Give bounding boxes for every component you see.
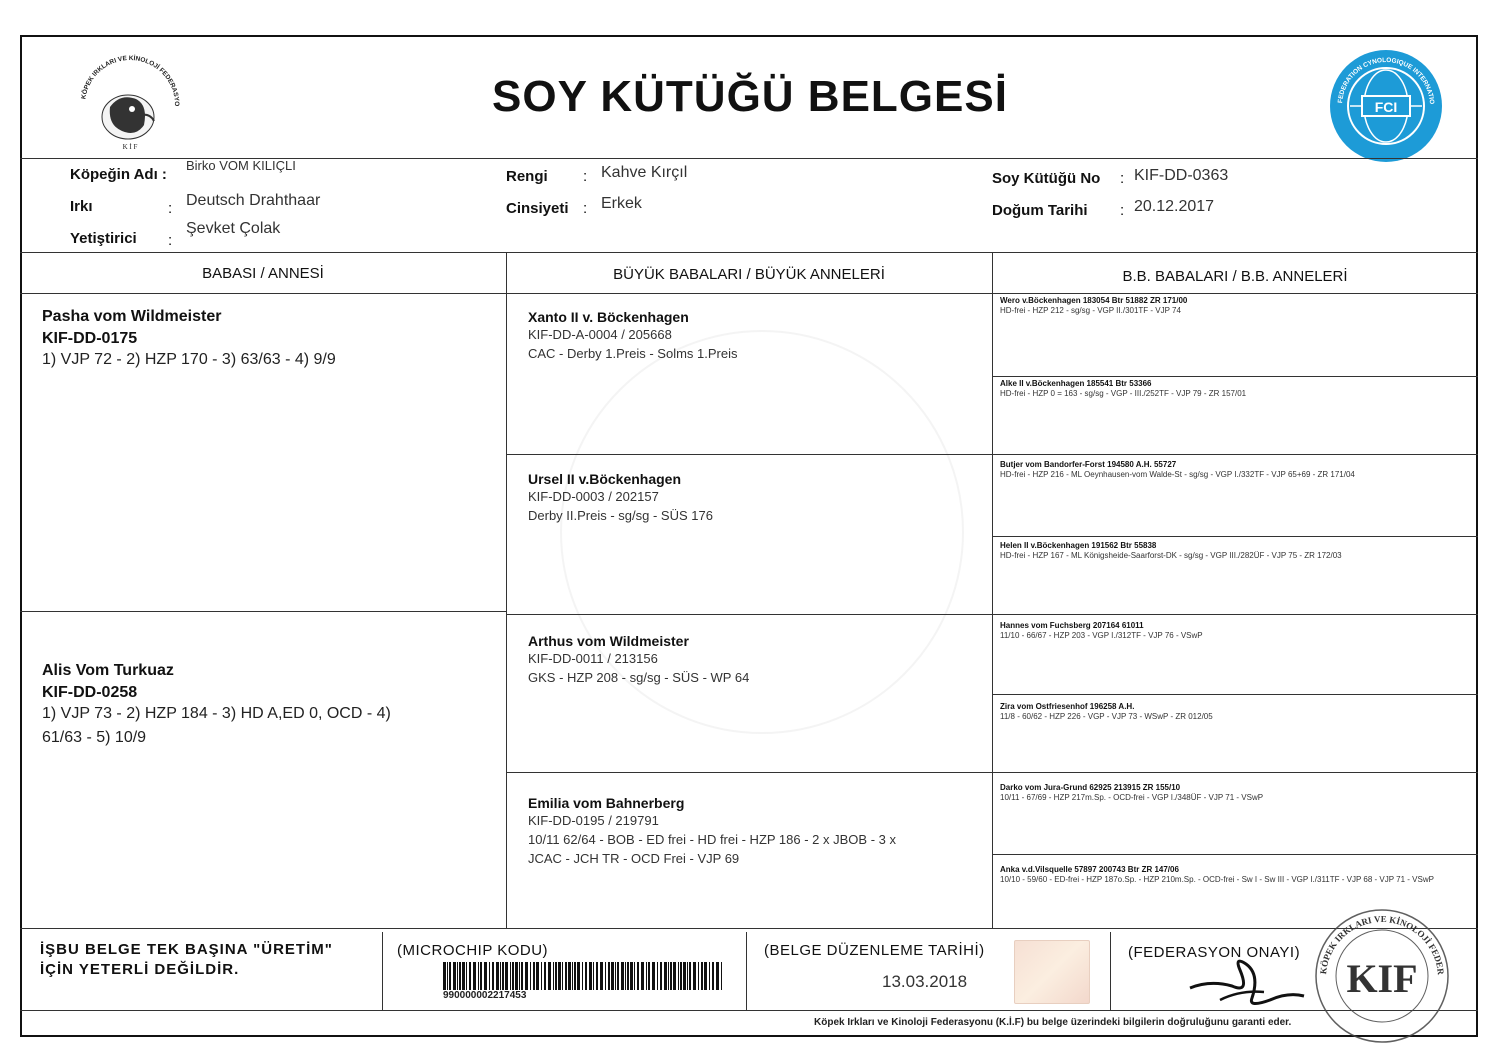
grandparent-details: Derby II.Preis - sg/sg - SÜS 176: [528, 508, 713, 523]
barcode-bar: [577, 962, 580, 990]
kif-logo: [70, 45, 190, 155]
barcode-bar: [466, 962, 467, 990]
birth-label: Doğum Tarihi: [992, 202, 1088, 219]
breed-label: Irkı: [70, 198, 93, 215]
barcode-bar: [660, 962, 662, 990]
grandparent-name: Emilia vom Bahnerberg: [528, 795, 685, 811]
barcode-bar: [457, 962, 458, 990]
parent-details: 1) VJP 72 - 2) HZP 170 - 3) 63/63 - 4) 9/9: [42, 351, 336, 368]
barcode-bar: [596, 962, 598, 990]
production-warning: İŞBU BELGE TEK BAŞINA "ÜRETİM" İÇİN YETERLİ DEĞİLDİR.: [40, 941, 333, 978]
barcode-bar: [473, 962, 476, 990]
barcode-bar: [621, 962, 624, 990]
barcode-bar: [462, 962, 465, 990]
hologram-sticker: [1014, 940, 1090, 1004]
row-divider: [506, 454, 1478, 455]
great-grandparent-details: HD-frei - HZP 167 - ML Königsheide-Saarforst-DK - sg/sg - VGP III./282ÜF - VJP 75 - ZR 172/03: [1000, 551, 1342, 560]
barcode-bar: [704, 962, 707, 990]
footer-divider: [20, 1010, 1478, 1011]
table-bottom: [20, 928, 1478, 929]
column-divider: [506, 252, 507, 928]
barcode-bar: [510, 962, 511, 990]
fci-logo: [1328, 48, 1444, 164]
barcode-bar: [449, 962, 451, 990]
great-grandparent-details: 10/11 - 67/69 - HZP 217m.Sp. - OCD-frei - VGP I./348ÜF - VJP 71 - VSwP: [1000, 793, 1264, 802]
barcode-bar: [582, 962, 583, 990]
great-grandparent-name: Anka v.d.Vilsquelle 57897 200743 Btr ZR 147/06: [1000, 865, 1179, 874]
grandparent-details: JCAC - JCH TR - OCD Frei - VJP 69: [528, 851, 740, 866]
barcode-bar: [453, 962, 456, 990]
barcode-bar: [519, 962, 520, 990]
footer-divider: [746, 932, 747, 1010]
header-grandparents: BÜYÜK BABALARI / BÜYÜK ANNELERİ: [613, 266, 885, 283]
barcode-bar: [558, 962, 561, 990]
barcode-bar: [500, 962, 501, 990]
barcode-bar: [600, 962, 603, 990]
barcode-bar: [678, 962, 679, 990]
great-grandparent: [1000, 541, 1470, 561]
grandparent-name: Ursel II v.Böckenhagen: [528, 471, 682, 487]
barcode-bar: [469, 962, 471, 990]
barcode-bar: [593, 962, 594, 990]
color-value: Kahve Kırçıl: [601, 164, 688, 181]
page-title: SOY KÜTÜĞÜ BELGESİ: [492, 72, 1008, 121]
row-divider: [506, 772, 1478, 773]
barcode-bar: [664, 962, 667, 990]
great-grandparent: [1000, 621, 1470, 641]
grandparent-reg: KIF-DD-A-0004 / 205668: [528, 327, 672, 342]
barcode-bar: [652, 962, 655, 990]
barcode-bar: [625, 962, 626, 990]
header-great-grandparents: B.B. BABALARI / B.B. ANNELERİ: [1122, 268, 1348, 285]
great-grandparent-details: HD-frei - HZP 212 - sg/sg - VGP II./301TF - VJP 74: [1000, 306, 1181, 315]
barcode-bar: [505, 962, 508, 990]
grandparent-details: 10/11 62/64 - BOB - ED frei - HD frei - HZP 186 - 2 x JBOB - 3 x: [528, 832, 896, 847]
grandparent: [528, 309, 978, 363]
row-divider: [992, 694, 1478, 695]
barcode-bar: [553, 962, 554, 990]
federation-approval-label: (FEDERASYON ONAYI): [1128, 944, 1301, 961]
parent-name: Pasha vom Wildmeister: [42, 308, 222, 325]
colon: :: [168, 232, 173, 249]
great-grandparent-details: HD-frei - HZP 216 - ML Oeynhausen-vom Walde-St - sg/sg - VGP I./332TF - VJP 65+69 - ZR 171/04: [1000, 470, 1355, 479]
barcode-bar: [617, 962, 619, 990]
barcode-bar: [589, 962, 592, 990]
colon: :: [1120, 202, 1125, 219]
barcode-bar: [634, 962, 635, 990]
great-grandparent: [1000, 460, 1470, 480]
parent-details: 1) VJP 73 - 2) HZP 184 - 3) HD A,ED 0, OCD - 4): [42, 705, 391, 722]
sex-label: Cinsiyeti: [506, 200, 569, 217]
barcode-bar: [698, 962, 699, 990]
reg-no-value: KIF-DD-0363: [1134, 167, 1229, 184]
issue-date-value: 13.03.2018: [882, 972, 968, 991]
great-grandparent-details: 10/10 - 59/60 - ED-frei - HZP 187o.Sp. - HZP 210m.Sp. - OCD-frei - Sw I - Sw III - VGP I./311TF - VJP 68 - VJP 71 - VSwP: [1000, 875, 1434, 884]
barcode-bar: [521, 962, 523, 990]
barcode-bar: [716, 962, 719, 990]
great-grandparent-name: Butjer vom Bandorfer-Forst 194580 A.H. 55727: [1000, 460, 1177, 469]
dog-name-label: Köpeğin Adı :: [70, 166, 167, 183]
barcode-bar: [585, 962, 587, 990]
parent-details: 61/63 - 5) 10/9: [42, 729, 147, 746]
great-grandparent: [1000, 865, 1470, 885]
colon: :: [583, 168, 588, 185]
barcode-bar: [701, 962, 703, 990]
footer-divider: [1110, 932, 1111, 1010]
barcode-bar: [544, 962, 546, 990]
birth-value: 20.12.2017: [1134, 198, 1215, 215]
great-grandparent-details: HD-frei - HZP 0 = 163 - sg/sg - VGP - III./252TF - VJP 79 - ZR 157/01: [1000, 389, 1247, 398]
row-divider: [992, 854, 1478, 855]
breeder-value: Şevket Çolak: [186, 220, 281, 237]
grandparent-details: CAC - Derby 1.Preis - Solms 1.Preis: [528, 346, 738, 361]
barcode-bar: [648, 962, 650, 990]
colon: :: [583, 200, 588, 217]
signature: [1180, 950, 1310, 1010]
barcode-bar: [496, 962, 499, 990]
divider: [20, 293, 1478, 294]
barcode-bar: [673, 962, 676, 990]
header-parents: BABASI / ANNESİ: [202, 265, 324, 282]
barcode-bar: [646, 962, 647, 990]
barcode-bar: [641, 962, 644, 990]
barcode-bar: [657, 962, 658, 990]
barcode-bar: [443, 962, 446, 990]
great-grandparent-name: Hannes vom Fuchsberg 207164 61011: [1000, 621, 1144, 630]
barcode-bar: [548, 962, 551, 990]
barcode-bar: [447, 962, 448, 990]
svg-text:K İ F: K İ F: [122, 143, 138, 151]
barcode-bar: [627, 962, 629, 990]
microchip-label: (MICROCHIP KODU): [397, 942, 549, 959]
great-grandparent: [1000, 296, 1470, 316]
barcode-bar: [637, 962, 639, 990]
barcode-bar: [574, 962, 576, 990]
barcode-bar: [525, 962, 528, 990]
breed-value: Deutsch Drahthaar: [186, 192, 321, 209]
color-label: Rengi: [506, 168, 548, 185]
row-divider: [992, 376, 1478, 377]
parent-name: Alis Vom Turkuaz: [42, 662, 174, 679]
grandparent-name: Xanto II v. Böckenhagen: [528, 309, 689, 325]
great-grandparent-details: 11/8 - 60/62 - HZP 226 - VGP - VJP 73 - WSwP - ZR 012/05: [1000, 712, 1213, 721]
barcode-bar: [670, 962, 672, 990]
barcode-bar: [484, 962, 487, 990]
svg-text:FCI: FCI: [1374, 99, 1398, 115]
barcode-bar: [721, 962, 722, 990]
great-grandparent: [1000, 379, 1470, 399]
barcode-bar: [555, 962, 557, 990]
barcode-bar: [478, 962, 479, 990]
barcode-bar: [502, 962, 504, 990]
barcode-bar: [533, 962, 535, 990]
barcode-bar: [568, 962, 571, 990]
barcode-bar: [615, 962, 616, 990]
colon: :: [168, 200, 173, 217]
microchip-barcode: [443, 962, 725, 990]
grandparent-name: Arthus vom Wildmeister: [528, 633, 689, 649]
barcode-bar: [572, 962, 573, 990]
divider: [20, 252, 1478, 253]
svg-text:KÖPEK IRKLARI VE KİNOLOJİ FEDE: KÖPEK IRKLARI VE KİNOLOJİ FEDERASYO: [80, 54, 181, 107]
barcode-bar: [459, 962, 461, 990]
reg-no-label: Soy Kütüğü No: [992, 170, 1101, 187]
great-grandparent-name: Darko vom Jura-Grund 62925 213915 ZR 155/10: [1000, 783, 1181, 792]
grandparent-reg: KIF-DD-0003 / 202157: [528, 489, 659, 504]
parent-reg: KIF-DD-0258: [42, 684, 138, 701]
svg-text:KIF: KIF: [1346, 956, 1418, 1001]
parent-dam: [42, 662, 492, 750]
barcode-bar: [536, 962, 539, 990]
barcode-bar: [492, 962, 494, 990]
barcode-bar: [668, 962, 669, 990]
great-grandparent-details: 11/10 - 66/67 - HZP 203 - VGP I./312TF - VJP 76 - VSwP: [1000, 631, 1203, 640]
barcode-bar: [515, 962, 518, 990]
barcode-bar: [712, 962, 714, 990]
grandparent: [528, 471, 978, 525]
row-divider: [992, 536, 1478, 537]
footer-divider: [382, 932, 383, 1010]
grandparent-details: GKS - HZP 208 - sg/sg - SÜS - WP 64: [528, 670, 750, 685]
barcode-bar: [565, 962, 567, 990]
barcode-bar: [689, 962, 691, 990]
barcode-bar: [693, 962, 696, 990]
barcode-bar: [680, 962, 682, 990]
great-grandparent-name: Helen II v.Böckenhagen 191562 Btr 55838: [1000, 541, 1157, 550]
barcode-bar: [530, 962, 531, 990]
barcode-bar: [683, 962, 686, 990]
breeder-label: Yetiştirici: [70, 230, 137, 247]
guarantee-note: Köpek Irkları ve Kinoloji Federasyonu (K.İ.F) bu belge üzerindeki bilgilerin doğruluğunu garanti eder.: [814, 1017, 1292, 1028]
barcode-bar: [562, 962, 563, 990]
federation-stamp: [1306, 898, 1456, 1048]
barcode-bar: [611, 962, 614, 990]
barcode-bar: [687, 962, 688, 990]
parent-sire: [42, 308, 492, 372]
grandparent-reg: KIF-DD-0195 / 219791: [528, 813, 659, 828]
row-divider: [506, 614, 1478, 615]
barcode-bar: [630, 962, 633, 990]
barcode-bar: [608, 962, 610, 990]
parent-reg: KIF-DD-0175: [42, 330, 138, 347]
barcode-bar: [605, 962, 606, 990]
row-divider: [20, 611, 506, 612]
great-grandparent: [1000, 783, 1470, 803]
colon: :: [1120, 170, 1125, 187]
issue-date-label: (BELGE DÜZENLEME TARİHİ): [764, 942, 985, 959]
microchip-code: 990000002217453: [443, 990, 527, 1001]
grandparent-reg: KIF-DD-0011 / 213156: [528, 651, 658, 666]
great-grandparent-name: Alke II v.Böckenhagen 185541 Btr 53366: [1000, 379, 1152, 388]
barcode-bar: [512, 962, 514, 990]
barcode-bar: [480, 962, 482, 990]
great-grandparent: [1000, 702, 1470, 722]
great-grandparent-name: Wero v.Böckenhagen 183054 Btr 51882 ZR 171/00: [1000, 296, 1188, 305]
grandparent: [528, 795, 978, 868]
barcode-bar: [709, 962, 710, 990]
dog-name-value: Birko VOM KILIÇLI: [186, 158, 296, 173]
column-divider: [992, 252, 993, 928]
svg-text:FEDERATION CYNOLOGIQUE INTERNA: FEDERATION CYNOLOGIQUE INTERNATIO: [1337, 56, 1436, 105]
sex-value: Erkek: [601, 195, 642, 212]
barcode-bar: [489, 962, 490, 990]
grandparent: [528, 633, 978, 687]
svg-text:KÖPEK IRKLARI VE KİNOLOJİ FEDE: KÖPEK IRKLARI VE KİNOLOJİ FEDER: [1318, 913, 1446, 976]
barcode-bar: [541, 962, 542, 990]
great-grandparent-name: Zira vom Ostfriesenhof 196258 A.H.: [1000, 702, 1135, 711]
